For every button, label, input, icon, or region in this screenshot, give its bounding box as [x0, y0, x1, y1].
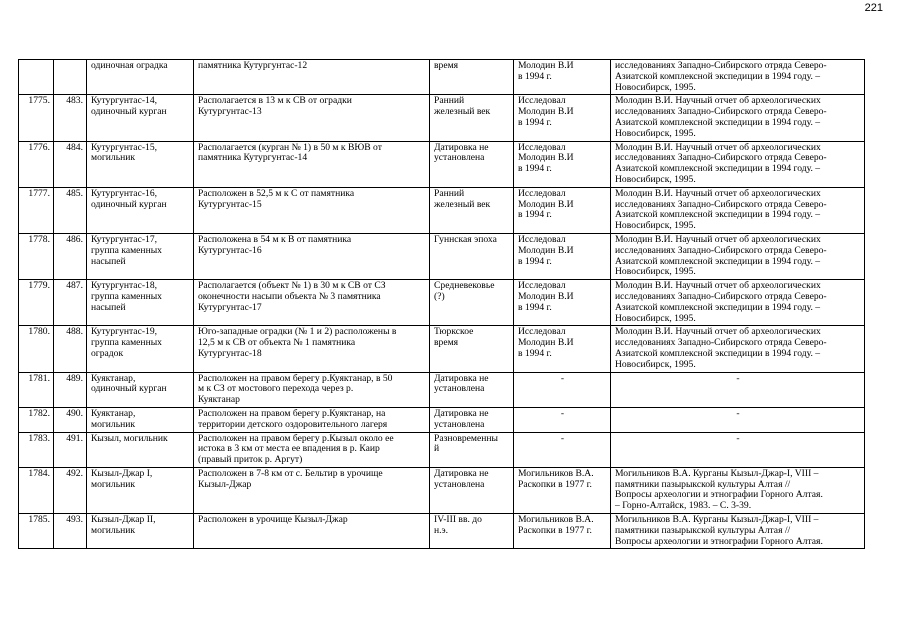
monument-location-line: Располагается в 13 м к СВ от оградки	[198, 95, 352, 107]
monument-location-line: Юго-западные оградки (№ 1 и 2) расположены в	[198, 326, 397, 338]
monument-location-cell	[194, 372, 430, 407]
monument-name-line: Куяктанар,	[91, 372, 136, 384]
monument-dating-line: установлена	[434, 152, 485, 164]
bibliographic-reference-line: Новосибирск, 1995.	[615, 220, 696, 232]
page-number: 221	[864, 2, 883, 14]
researcher-line: Молодин В.И	[518, 152, 574, 164]
local-number-cell: 486.	[54, 233, 87, 279]
researcher-line: Исследовал	[518, 233, 566, 245]
researcher-cell	[514, 432, 611, 467]
monument-dating-line: установлена	[434, 383, 485, 395]
monument-name-line: Куяктанар,	[91, 407, 136, 419]
monument-dating-cell	[430, 326, 514, 372]
monument-name-line: могильник	[91, 152, 136, 164]
monument-dating-cell	[430, 187, 514, 233]
table-row	[19, 233, 865, 279]
monument-dating-line: IV-III вв. до	[434, 514, 482, 526]
monument-dating-line: установлена	[434, 478, 485, 490]
monument-dating-line: время	[434, 60, 459, 71]
local-number-cell: 491.	[54, 432, 87, 467]
bibliographic-reference-cell	[611, 141, 865, 187]
researcher-line: -	[560, 372, 565, 384]
monument-dating-cell	[430, 514, 514, 549]
table-row	[19, 95, 865, 141]
monument-location-line: Куяктанар	[198, 394, 240, 406]
researcher-line: в 1994 г.	[518, 209, 552, 221]
bibliographic-reference-line: Молодин В.И. Научный отчет об археологических	[615, 233, 821, 245]
table-row	[19, 187, 865, 233]
monument-location-line: памятника Кутургунтас-14	[198, 152, 308, 164]
monument-dating-line: н.э.	[434, 524, 449, 536]
bibliographic-reference-line: Молодин В.И. Научный отчет об археологических	[615, 326, 821, 338]
bibliographic-reference-line: Могильников В.А. Курганы Кызыл-Джар-I, VIII –	[615, 514, 819, 526]
registry-number-cell: 1782.	[19, 407, 54, 432]
monument-name-line: Кызыл-Джар II,	[91, 514, 156, 526]
monument-name-line: Кутургунтас-19,	[91, 326, 158, 338]
monument-name-cell	[87, 467, 194, 513]
researcher-line: Исследовал	[518, 95, 566, 107]
monument-name-line: группа каменных	[91, 244, 162, 256]
registry-number-cell: 1775.	[19, 95, 54, 141]
bibliographic-reference-line: памятники пазырыкской культуры Алтая //	[615, 478, 791, 490]
monument-location-line: Кутургунтас-13	[198, 106, 262, 118]
monument-name-cell	[87, 187, 194, 233]
monument-name-line: Кутургунтас-15,	[91, 141, 158, 153]
bibliographic-reference-line: Новосибирск, 1995.	[615, 266, 696, 278]
local-number-cell: 485.	[54, 187, 87, 233]
monument-location-line: Располагается (курган № 1) в 50 м к ВЮВ от	[198, 141, 382, 153]
monument-name-line: Кутургунтас-17,	[91, 233, 158, 245]
monument-dating-cell	[430, 467, 514, 513]
monument-location-line: Кутургунтас-17	[198, 301, 262, 313]
registry-number-cell: 1778.	[19, 233, 54, 279]
monument-location-line: Кутургунтас-15	[198, 198, 262, 210]
bibliographic-reference-line: Вопросы археологии и этнографии Горного Алтая.	[615, 535, 823, 547]
monument-location-line: Расположен на правом берегу р.Куяктанар, в 50	[198, 372, 393, 384]
monument-dating-line: Ранний	[434, 187, 465, 199]
researcher-cell	[514, 407, 611, 432]
researcher-line: Могильников В.А.	[518, 467, 594, 479]
bibliographic-reference-line: – Горно-Алтайск, 1983. – С. 3-39.	[615, 500, 752, 512]
monument-name-cell	[87, 60, 194, 95]
monument-name-cell	[87, 514, 194, 549]
bibliographic-reference-line: Азиатской комплексной экспедиции в 1994 году. –	[615, 163, 821, 175]
monument-dating-line: Датировка не	[434, 372, 489, 384]
researcher-cell	[514, 514, 611, 549]
monument-location-cell	[194, 233, 430, 279]
monument-location-cell	[194, 432, 430, 467]
monument-name-line: одиночный курган	[91, 198, 167, 210]
monument-dating-line: (?)	[434, 290, 445, 302]
monument-location-cell	[194, 141, 430, 187]
monument-location-line: памятника Кутургунтас-12	[198, 60, 308, 71]
table-row	[19, 60, 865, 95]
monument-dating-cell	[430, 60, 514, 95]
bibliographic-reference-cell	[611, 280, 865, 326]
bibliographic-reference-line: Новосибирск, 1995.	[615, 312, 696, 324]
monument-name-line: оградок	[91, 347, 124, 359]
bibliographic-reference-line: Новосибирск, 1995.	[615, 81, 696, 93]
bibliographic-reference-cell	[611, 60, 865, 95]
bibliographic-reference-line: Азиатской комплексной экспедиции в 1994 году. –	[615, 116, 821, 128]
registry-number-cell: 1777.	[19, 187, 54, 233]
monument-dating-cell	[430, 407, 514, 432]
researcher-line: Молодин В.И	[518, 290, 574, 302]
monument-dating-line: Гуннская эпоха	[434, 233, 497, 245]
monument-name-cell	[87, 372, 194, 407]
bibliographic-reference-line: Азиатской комплексной экспедиции в 1994 году. –	[615, 209, 821, 221]
researcher-line: Исследовал	[518, 326, 566, 338]
monument-dating-cell	[430, 432, 514, 467]
researcher-line: Могильников В.А.	[518, 514, 594, 526]
researcher-line: в 1994 г.	[518, 116, 552, 128]
monument-name-line: одиночная оградка	[91, 60, 168, 71]
researcher-line: Молодин В.И	[518, 198, 574, 210]
bibliographic-reference-cell	[611, 372, 865, 407]
monument-location-cell	[194, 95, 430, 141]
researcher-line: в 1994 г.	[518, 163, 552, 175]
bibliographic-reference-line: Азиатской комплексной экспедиции в 1994 году. –	[615, 70, 821, 82]
bibliographic-reference-cell	[611, 187, 865, 233]
table-row	[19, 141, 865, 187]
researcher-line: в 1994 г.	[518, 255, 552, 267]
bibliographic-reference-line: Азиатской комплексной экспедиции в 1994 году. –	[615, 301, 821, 313]
table-row	[19, 407, 865, 432]
monument-name-line: Кызыл-Джар I,	[91, 467, 153, 479]
bibliographic-reference-line: Вопросы археологии и этнографии Горного Алтая.	[615, 489, 823, 501]
table-row	[19, 514, 865, 549]
bibliographic-reference-line: -	[736, 432, 740, 444]
researcher-line: Исследовал	[518, 141, 566, 153]
researcher-line: -	[560, 407, 565, 419]
bibliographic-reference-cell	[611, 95, 865, 141]
monument-location-line: Кызыл-Джар	[198, 478, 252, 490]
registry-number-cell: 1784.	[19, 467, 54, 513]
researcher-line: Раскопки в 1977 г.	[518, 478, 592, 490]
monument-name-cell	[87, 407, 194, 432]
monument-name-cell	[87, 432, 194, 467]
local-number-cell	[54, 60, 87, 95]
monument-location-cell	[194, 326, 430, 372]
monument-location-line: территории детского оздоровительного лагеря	[198, 418, 388, 430]
bibliographic-reference-line: Азиатской комплексной экспедиции в 1994 году. –	[615, 255, 821, 267]
researcher-cell	[514, 141, 611, 187]
researcher-cell	[514, 372, 611, 407]
researcher-cell	[514, 95, 611, 141]
monument-name-line: насыпей	[91, 301, 126, 313]
monument-name-line: Кутургунтас-16,	[91, 187, 158, 199]
monument-dating-line: Средневековье	[434, 280, 495, 292]
bibliographic-reference-line: Молодин В.И. Научный отчет об археологических	[615, 95, 821, 107]
monument-location-cell	[194, 467, 430, 513]
monument-location-line: Расположен в 7-8 км от с. Бельтир в урочище	[198, 467, 383, 479]
monument-location-line: (правый приток р. Аргут)	[198, 454, 303, 466]
researcher-line: Молодин В.И	[518, 337, 574, 349]
monument-location-line: истока в 3 км от места ее впадения в р. Каир	[198, 443, 380, 455]
registry-number-cell: 1781.	[19, 372, 54, 407]
table-row	[19, 326, 865, 372]
bibliographic-reference-cell	[611, 467, 865, 513]
monument-name-cell	[87, 280, 194, 326]
monument-name-line: могильник	[91, 478, 136, 490]
bibliographic-reference-line: исследованиях Западно-Сибирского отряда Северо-	[615, 290, 827, 302]
monument-dating-line: Датировка не	[434, 467, 489, 479]
monument-dating-line: Датировка не	[434, 407, 489, 419]
researcher-cell	[514, 187, 611, 233]
researcher-line: в 1994 г.	[518, 301, 552, 313]
monument-dating-cell	[430, 141, 514, 187]
local-number-cell: 490.	[54, 407, 87, 432]
registry-number-cell: 1780.	[19, 326, 54, 372]
monument-dating-line: Ранний	[434, 95, 465, 107]
researcher-line: Исследовал	[518, 280, 566, 292]
researcher-line: Молодин В.И	[518, 244, 574, 256]
bibliographic-reference-line: -	[736, 407, 740, 419]
bibliographic-reference-line: памятники пазырыкской культуры Алтая //	[615, 524, 791, 536]
bibliographic-reference-line: исследованиях Западно-Сибирского отряда Северо-	[615, 198, 827, 210]
bibliographic-reference-line: Азиатской комплексной экспедиции в 1994 году. –	[615, 347, 821, 359]
bibliographic-reference-line: исследованиях Западно-Сибирского отряда Северо-	[615, 244, 827, 256]
monument-name-line: насыпей	[91, 255, 126, 267]
monument-name-line: Кызыл, могильник	[91, 432, 168, 444]
researcher-line: Молодин В.И	[518, 60, 574, 71]
monument-name-line: могильник	[91, 524, 136, 536]
monument-dating-line: железный век	[434, 198, 491, 210]
researcher-line: Раскопки в 1977 г.	[518, 524, 592, 536]
registry-number-cell	[19, 60, 54, 95]
researcher-line: в 1994 г.	[518, 70, 552, 82]
monument-location-line: Расположен в 52,5 м к С от памятника	[198, 187, 355, 199]
monument-location-line: Располагается (объект № 1) в 30 м к СВ от СЗ	[198, 280, 386, 292]
monument-name-line: могильник	[91, 418, 136, 430]
monument-name-line: одиночный курган	[91, 106, 167, 118]
monument-dating-line: железный век	[434, 106, 491, 118]
monument-name-cell	[87, 326, 194, 372]
monument-dating-line: й	[434, 443, 440, 455]
local-number-cell: 488.	[54, 326, 87, 372]
monument-dating-line: Тюркское	[434, 326, 474, 338]
table-row	[19, 467, 865, 513]
monument-location-line: м к СЗ от мостового перехода через р.	[198, 383, 354, 395]
monument-name-line: группа каменных	[91, 290, 162, 302]
monuments-table	[18, 59, 865, 549]
monument-location-cell	[194, 514, 430, 549]
researcher-line: Молодин В.И	[518, 106, 574, 118]
researcher-cell	[514, 467, 611, 513]
monument-dating-cell	[430, 280, 514, 326]
monument-location-line: Расположен на правом берегу р.Кызыл около ее	[198, 432, 394, 444]
researcher-line: Исследовал	[518, 187, 566, 199]
bibliographic-reference-cell	[611, 432, 865, 467]
monument-location-line: Расположен на правом берегу р.Куяктанар, на	[198, 407, 386, 419]
bibliographic-reference-line: Молодин В.И. Научный отчет об археологических	[615, 187, 821, 199]
table-row	[19, 432, 865, 467]
bibliographic-reference-line: -	[736, 372, 740, 384]
local-number-cell: 483.	[54, 95, 87, 141]
monument-name-cell	[87, 95, 194, 141]
monument-location-line: Кутургунтас-18	[198, 347, 262, 359]
monument-dating-cell	[430, 95, 514, 141]
local-number-cell: 489.	[54, 372, 87, 407]
monument-location-line: Расположен в урочище Кызыл-Джар	[198, 514, 348, 526]
bibliographic-reference-cell	[611, 233, 865, 279]
monument-location-cell	[194, 407, 430, 432]
bibliographic-reference-line: исследованиях Западно-Сибирского отряда Северо-	[615, 106, 827, 118]
bibliographic-reference-cell	[611, 514, 865, 549]
monument-location-cell	[194, 60, 430, 95]
bibliographic-reference-line: исследованиях Западно-Сибирского отряда Северо-	[615, 152, 827, 164]
local-number-cell: 492.	[54, 467, 87, 513]
monument-location-line: оконечности насыпи объекта № 3 памятника	[198, 290, 381, 302]
bibliographic-reference-line: Новосибирск, 1995.	[615, 127, 696, 139]
researcher-line: -	[560, 432, 565, 444]
monument-dating-line: время	[434, 337, 459, 349]
researcher-cell	[514, 60, 611, 95]
monument-location-cell	[194, 280, 430, 326]
researcher-cell	[514, 280, 611, 326]
local-number-cell: 493.	[54, 514, 87, 549]
researcher-line: в 1994 г.	[518, 347, 552, 359]
bibliographic-reference-line: Молодин В.И. Научный отчет об археологических	[615, 280, 821, 292]
registry-number-cell: 1779.	[19, 280, 54, 326]
bibliographic-reference-line: Новосибирск, 1995.	[615, 358, 696, 370]
bibliographic-reference-cell	[611, 326, 865, 372]
monument-name-line: Кутургунтас-14,	[91, 95, 158, 107]
monument-name-cell	[87, 141, 194, 187]
bibliographic-reference-cell	[611, 407, 865, 432]
monument-name-cell	[87, 233, 194, 279]
monument-location-line: 12,5 м к СВ от объекта № 1 памятника	[198, 337, 356, 349]
monument-location-cell	[194, 187, 430, 233]
monument-location-line: Кутургунтас-16	[198, 244, 262, 256]
monument-name-line: группа каменных	[91, 337, 162, 349]
registry-number-cell: 1776.	[19, 141, 54, 187]
local-number-cell: 484.	[54, 141, 87, 187]
monument-location-line: Расположена в 54 м к В от памятника	[198, 233, 352, 245]
monument-dating-cell	[430, 372, 514, 407]
monument-dating-line: Разновременны	[434, 432, 498, 444]
researcher-cell	[514, 233, 611, 279]
table-row	[19, 280, 865, 326]
researcher-cell	[514, 326, 611, 372]
bibliographic-reference-line: исследованиях Западно-Сибирского отряда Северо-	[615, 337, 827, 349]
registry-number-cell: 1785.	[19, 514, 54, 549]
table-row	[19, 372, 865, 407]
bibliographic-reference-line: исследованиях Западно-Сибирского отряда Северо-	[615, 60, 827, 71]
monument-dating-line: Датировка не	[434, 141, 489, 153]
local-number-cell: 487.	[54, 280, 87, 326]
monument-dating-line: установлена	[434, 418, 485, 430]
monument-dating-cell	[430, 233, 514, 279]
bibliographic-reference-line: Могильников В.А. Курганы Кызыл-Джар-I, VIII –	[615, 467, 819, 479]
registry-number-cell: 1783.	[19, 432, 54, 467]
monument-name-line: одиночный курган	[91, 383, 167, 395]
monument-name-line: Кутургунтас-18,	[91, 280, 158, 292]
bibliographic-reference-line: Новосибирск, 1995.	[615, 173, 696, 185]
bibliographic-reference-line: Молодин В.И. Научный отчет об археологических	[615, 141, 821, 153]
table-body	[19, 60, 865, 549]
